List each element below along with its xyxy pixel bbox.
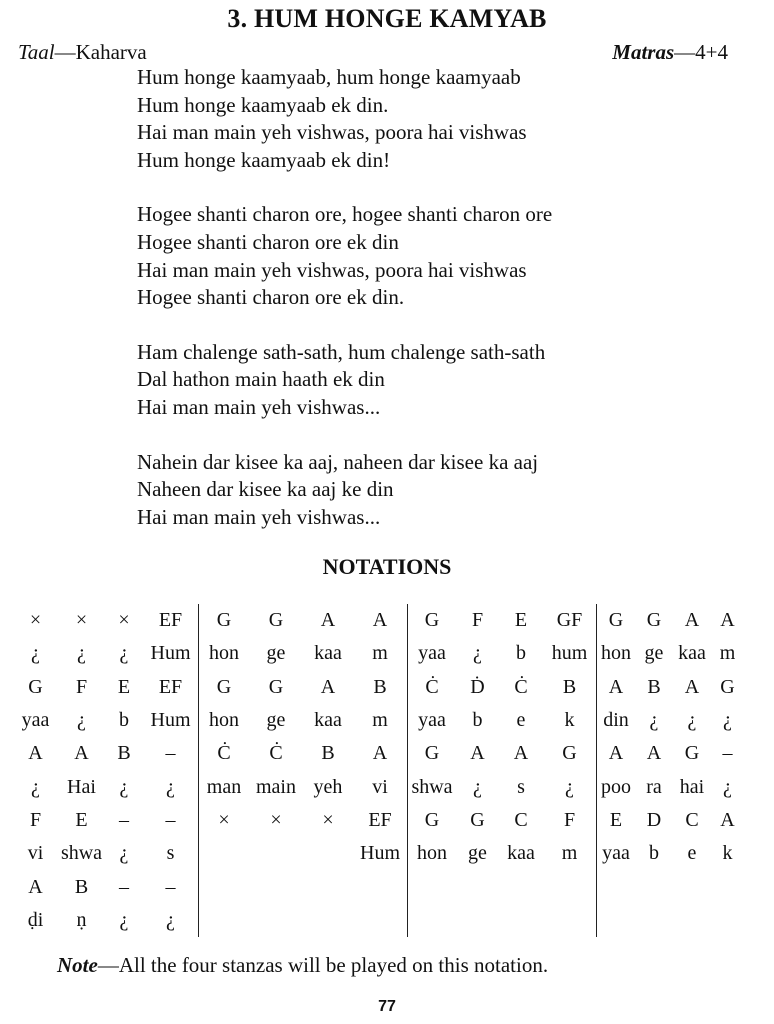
notation-cell: s — [517, 775, 525, 798]
notation-cell: G — [28, 675, 43, 698]
notation-cell: ge — [644, 642, 664, 665]
notation-cell: kaa — [507, 842, 535, 865]
notation-cell — [635, 870, 673, 903]
notation-cell: man — [206, 775, 242, 798]
notation-cell: yaa — [21, 709, 50, 732]
note — [57, 953, 548, 978]
notation-cell: G — [268, 609, 284, 632]
notation-cell — [353, 870, 408, 903]
notation-cell: ¿ — [119, 775, 129, 798]
notation-row — [13, 704, 744, 737]
lyric-line: Hum honge kaamyaab, hum honge kaamyaab — [137, 65, 521, 89]
notation-cell: Ċ — [425, 675, 439, 698]
notation-cell — [673, 870, 711, 903]
notation-cell: Ḋ — [470, 675, 485, 698]
notation-row — [13, 737, 744, 770]
notation-cell: shwa — [411, 775, 453, 798]
stanza-1 — [137, 64, 552, 174]
notation-cell: m — [719, 642, 736, 665]
notation-row — [13, 837, 744, 870]
notation-cell — [499, 870, 543, 903]
lyric-line: Hogee shanti charon ore, hogee shanti charon ore — [137, 202, 553, 227]
notation-cell: B — [647, 675, 661, 698]
notation-cell — [711, 904, 744, 937]
lyric-line: Hai man main yeh vishwas... — [137, 504, 381, 529]
notation-cell: hon — [209, 709, 239, 732]
notation-cell — [597, 904, 636, 937]
notation-cell: C — [685, 808, 699, 831]
notation-cell — [711, 870, 744, 903]
notation-cell: G — [543, 737, 597, 770]
notation-cell: A — [320, 609, 336, 632]
notations-heading: NOTATIONS — [322, 554, 452, 579]
notation-cell: B — [543, 671, 597, 704]
notation-cell: e — [516, 709, 526, 732]
stanza-3 — [137, 339, 552, 422]
notation-row — [13, 637, 744, 670]
lyric-line: Hai man main yeh vishwas, poora hai vishwas — [137, 257, 527, 282]
notation-cell: vi — [27, 842, 44, 865]
notation-cell: yaa — [418, 642, 446, 665]
notation-cell: ge — [266, 642, 286, 665]
notation-cell: F — [29, 808, 42, 831]
notation-cell: – — [143, 870, 199, 903]
lyric-line: Ham chalenge sath-sath, hum chalenge sath-sath — [137, 339, 546, 364]
notation-cell: G — [720, 675, 735, 698]
lyric-line: Dal hathon main haath ek din — [137, 367, 385, 392]
notation-cell: yeh — [313, 775, 343, 798]
notation-cell: ¿ — [723, 709, 732, 732]
notation-cell: G — [216, 675, 232, 698]
notation-cell: × — [322, 808, 334, 831]
notation-cell: G — [216, 609, 232, 632]
notation-cell — [456, 870, 499, 903]
notation-cell — [249, 870, 303, 903]
notation-cell: ¿ — [119, 842, 129, 865]
notation-cell: hon — [601, 642, 631, 665]
notation-cell: G — [268, 675, 284, 698]
notation-cell: B — [117, 742, 131, 765]
notation-cell: din — [603, 709, 629, 732]
notation-cell — [597, 870, 636, 903]
notation-table — [13, 604, 744, 937]
lyrics — [137, 64, 552, 558]
notation-cell — [249, 837, 303, 870]
notation-cell: A — [28, 875, 43, 898]
notation-cell: poo — [601, 775, 631, 798]
notation-cell: hum — [543, 637, 597, 670]
notation-cell: ge — [468, 842, 487, 865]
notation-cell: ¿ — [143, 770, 199, 803]
notation-cell — [199, 870, 250, 903]
notation-cell: Hum — [143, 704, 199, 737]
notation-cell: kaa — [314, 642, 342, 665]
notation-cell: E — [75, 808, 88, 831]
notation-cell: ṇ — [76, 908, 87, 931]
page-number: 77 — [378, 998, 396, 1015]
notation-cell: m — [543, 837, 597, 870]
notation-cell: F — [75, 675, 88, 698]
notation-cell: Ċ — [269, 742, 283, 765]
lyric-line: Nahein dar kisee ka aaj, naheen dar kisee ka aaj — [137, 449, 539, 474]
notation-cell — [199, 904, 250, 937]
lyric-line: Hum honge kaamyaab ek din! — [137, 147, 391, 172]
notation-cell: ḍi — [27, 908, 44, 931]
notation-cell: G — [470, 808, 485, 831]
notation-cell: E — [514, 609, 528, 632]
notation-cell — [456, 904, 499, 937]
notation-cell: Hai — [67, 775, 96, 798]
notation-row — [13, 770, 744, 803]
notation-cell — [303, 837, 353, 870]
notation-cell: ¿ — [473, 775, 482, 798]
notation-row — [13, 804, 744, 837]
note-text: —All the four stanzas will be played on this notation. — [97, 953, 549, 977]
notation-cell: yaa — [418, 709, 446, 732]
notation-cell: A — [353, 737, 408, 770]
notation-cell: ¿ — [119, 642, 129, 665]
notation-cell — [249, 904, 303, 937]
notation-cell: Hum — [143, 637, 199, 670]
notation-row — [13, 904, 744, 937]
notation-cell: E — [117, 675, 131, 698]
note-label: Note — [57, 953, 98, 977]
notation-cell: × — [270, 808, 282, 831]
notation-cell: G — [424, 808, 440, 831]
matras-label — [612, 40, 728, 65]
notation-row — [13, 870, 744, 903]
notation-cell: ra — [646, 775, 662, 798]
notation-cell: A — [720, 609, 735, 632]
notation-cell: hon — [209, 642, 239, 665]
stanza-2 — [137, 201, 552, 311]
notation-cell: ¿ — [77, 642, 86, 665]
notation-cell — [303, 870, 353, 903]
notation-cell: C — [514, 808, 528, 831]
notation-row — [13, 604, 744, 637]
taal-label — [18, 40, 147, 65]
notation-cell — [543, 904, 597, 937]
notation-cell: B — [353, 671, 408, 704]
notation-cell: D — [646, 808, 662, 831]
notation-cell: m — [353, 637, 408, 670]
notation-cell: ¿ — [31, 642, 40, 665]
notation-cell: E — [609, 808, 623, 831]
notation-cell: A — [608, 742, 624, 765]
notation-cell: ge — [266, 709, 286, 732]
notation-cell: A — [353, 604, 408, 637]
notation-cell: F — [471, 609, 484, 632]
notation-cell — [635, 904, 673, 937]
notation-cell: G — [684, 742, 700, 765]
notation-cell — [543, 870, 597, 903]
notation-cell: yaa — [602, 842, 630, 865]
notation-cell — [408, 870, 457, 903]
notation-cell: – — [119, 808, 129, 831]
lyric-line: Hai man main yeh vishwas... — [137, 394, 381, 419]
notation-cell: k — [722, 842, 733, 865]
notation-cell — [408, 904, 457, 937]
taal-value: —Kaharva — [54, 40, 147, 64]
notation-cell: A — [513, 742, 529, 765]
notation-cell: s — [143, 837, 199, 870]
notation-cell: ¿ — [543, 770, 597, 803]
notation-cell: B — [74, 875, 89, 898]
notation-cell: main — [256, 775, 296, 798]
lyric-line: Hogee shanti charon ore ek din. — [137, 285, 405, 310]
matras-label-key: Matras — [612, 40, 675, 64]
notation-cell: G — [608, 609, 624, 632]
notation-cell: hon — [417, 842, 447, 865]
notation-cell: A — [684, 609, 700, 632]
notation-cell: – — [143, 737, 199, 770]
notation-cell: × — [75, 609, 88, 632]
notation-cell: B — [321, 742, 335, 765]
notation-cell — [353, 904, 408, 937]
notation-cell: G — [424, 609, 440, 632]
notation-cell: A — [684, 675, 700, 698]
notation-row — [13, 671, 744, 704]
notation-cell: ¿ — [649, 709, 659, 732]
notation-cell — [199, 837, 250, 870]
lyric-line: Hum honge kaamyaab ek din. — [137, 92, 389, 117]
stanza-4 — [137, 449, 552, 532]
notation-cell — [303, 904, 353, 937]
notation-cell: Ċ — [514, 675, 528, 698]
notation-cell: ¿ — [723, 775, 732, 798]
notation-cell: b — [472, 709, 483, 732]
notation-cell: shwa — [60, 842, 103, 865]
notation-cell: EF — [143, 671, 199, 704]
notation-cell: b — [119, 709, 129, 732]
notation-cell: × — [118, 609, 130, 632]
notation-cell: ¿ — [119, 908, 129, 931]
notation-cell: m — [353, 704, 408, 737]
notation-cell: kaa — [678, 642, 706, 665]
notation-cell: ¿ — [687, 709, 697, 732]
matras-value: —4+4 — [674, 40, 728, 64]
notation-cell: A — [720, 808, 735, 831]
notation-cell: b — [516, 642, 526, 665]
page-title: 3. HUM HONGE KAMYAB — [227, 4, 547, 33]
notation-cell: × — [29, 609, 42, 632]
notation-cell: GF — [543, 604, 597, 637]
notation-cell: b — [649, 842, 659, 865]
notation-cell: G — [424, 742, 440, 765]
notation-cell: ¿ — [31, 775, 40, 798]
notation-cell: × — [218, 808, 230, 831]
lyric-line: Hai man main yeh vishwas, poora hai vishwas — [137, 120, 527, 145]
notation-cell: F — [543, 804, 597, 837]
notation-cell: EF — [353, 804, 408, 837]
notation-cell: – — [119, 875, 129, 898]
notation-cell: A — [74, 742, 89, 765]
notation-cell: A — [470, 742, 485, 765]
notation-cell: ¿ — [143, 904, 199, 937]
lyric-line: Hogee shanti charon ore ek din — [137, 229, 399, 254]
notation-cell: A — [320, 675, 336, 698]
notation-cell — [499, 904, 543, 937]
notation-cell: A — [608, 675, 624, 698]
notation-cell: Ċ — [217, 742, 231, 765]
notation-cell: – — [722, 742, 733, 765]
notation-cell: ¿ — [77, 709, 86, 732]
taal-label-key: Taal — [18, 40, 55, 64]
notation-cell: – — [143, 804, 199, 837]
notation-cell: kaa — [314, 709, 342, 732]
notation-cell — [673, 904, 711, 937]
notation-cell: e — [687, 842, 697, 865]
notation-cell: A — [28, 742, 43, 765]
lyric-line: Naheen dar kisee ka aaj ke din — [137, 477, 394, 502]
notation-cell: vi — [353, 770, 408, 803]
notation-cell: EF — [143, 604, 199, 637]
notation-cell: A — [646, 742, 662, 765]
notation-cell: hai — [679, 775, 705, 798]
notation-cell: ¿ — [473, 642, 482, 665]
notation-cell: G — [646, 609, 662, 632]
notation-cell: k — [543, 704, 597, 737]
notation-cell: Hum — [353, 837, 408, 870]
